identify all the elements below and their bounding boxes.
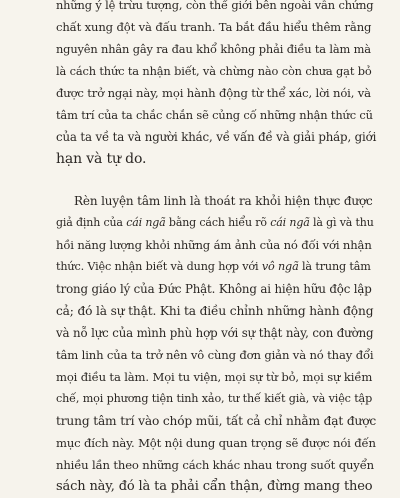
text-segment: là gì và thu — [309, 216, 374, 229]
text-segment: giả định của — [56, 216, 127, 229]
text-line: được trở ngại này, mọi hành động từ thể xác, lời nói, và — [56, 86, 371, 100]
text-line — [56, 212, 376, 234]
text-line: sách này, đó là ta phải cẩn thận, đừng mang theo — [56, 479, 373, 494]
paragraph-break — [56, 170, 376, 190]
emphasized-term: cái ngã — [126, 216, 166, 229]
body-text — [56, 0, 376, 498]
text-line: Rèn luyện tâm linh là thoát ra khỏi hiện thực được — [74, 194, 373, 208]
text-segment: là trung tâm — [298, 260, 371, 273]
text-line: và nỗ lực của mình phù hợp với sự thật này, con đường — [56, 326, 374, 340]
text-line: là cách thức ta nhận biết, và chừng nào còn chưa gạt bỏ — [56, 64, 372, 78]
text-line: những ý lệ trừu tượng, còn thế giới bên ngoài vẫn chứng — [56, 0, 374, 12]
text-line: nguyên nhân gây ra đau khổ không phải điều ta làm mà — [56, 42, 371, 56]
text-line: trung tâm trí vào chóp mũi, tất cả chỉ nhằm đạt được — [56, 414, 377, 428]
text-line: nhiều lần theo những cách khác nhau trong suốt quyển — [56, 458, 374, 472]
text-line: hồi năng lượng khỏi những ám ảnh của nó đối với nhận — [56, 238, 372, 252]
emphasized-term: vô ngã — [261, 260, 299, 273]
text-line: chế, mọi phương tiện tinh xảo, tư thế kiết già, và việc tập — [56, 392, 373, 405]
text-line: mọi điều ta làm. Mọi tu viện, mọi sự từ bỏ, mọi sự kiềm — [56, 370, 373, 384]
text-line: của ta về ta và người khác, về vấn đề và giải pháp, giới — [56, 130, 377, 144]
text-line: hạn và tự do. — [56, 151, 147, 167]
text-segment: thức. Việc nhận biết và dung hợp với — [56, 260, 262, 273]
text-line: chất xung đột và đấu tranh. Ta bắt đầu hiểu thêm rằng — [56, 20, 372, 34]
text-line: tâm trí của ta chắc chắn sẽ củng cố những nhận thức cũ — [56, 108, 373, 122]
text-line — [56, 256, 376, 278]
text-line: cả; đó là sự thật. Khi ta điều chỉnh những hành động — [56, 304, 374, 318]
emphasized-term: cái ngã — [270, 216, 310, 229]
text-segment: bằng cách hiểu rõ — [165, 216, 271, 229]
text-line: trong giáo lý của Đức Phật. Không ai hiện hữu độc lập — [56, 282, 372, 296]
text-line: mục đích này. Một nội dung quan trọng sẽ được nói đến — [56, 436, 376, 450]
text-line: tâm linh của ta trở nên vô cùng đơn giản và nó thay đổi — [56, 348, 374, 362]
